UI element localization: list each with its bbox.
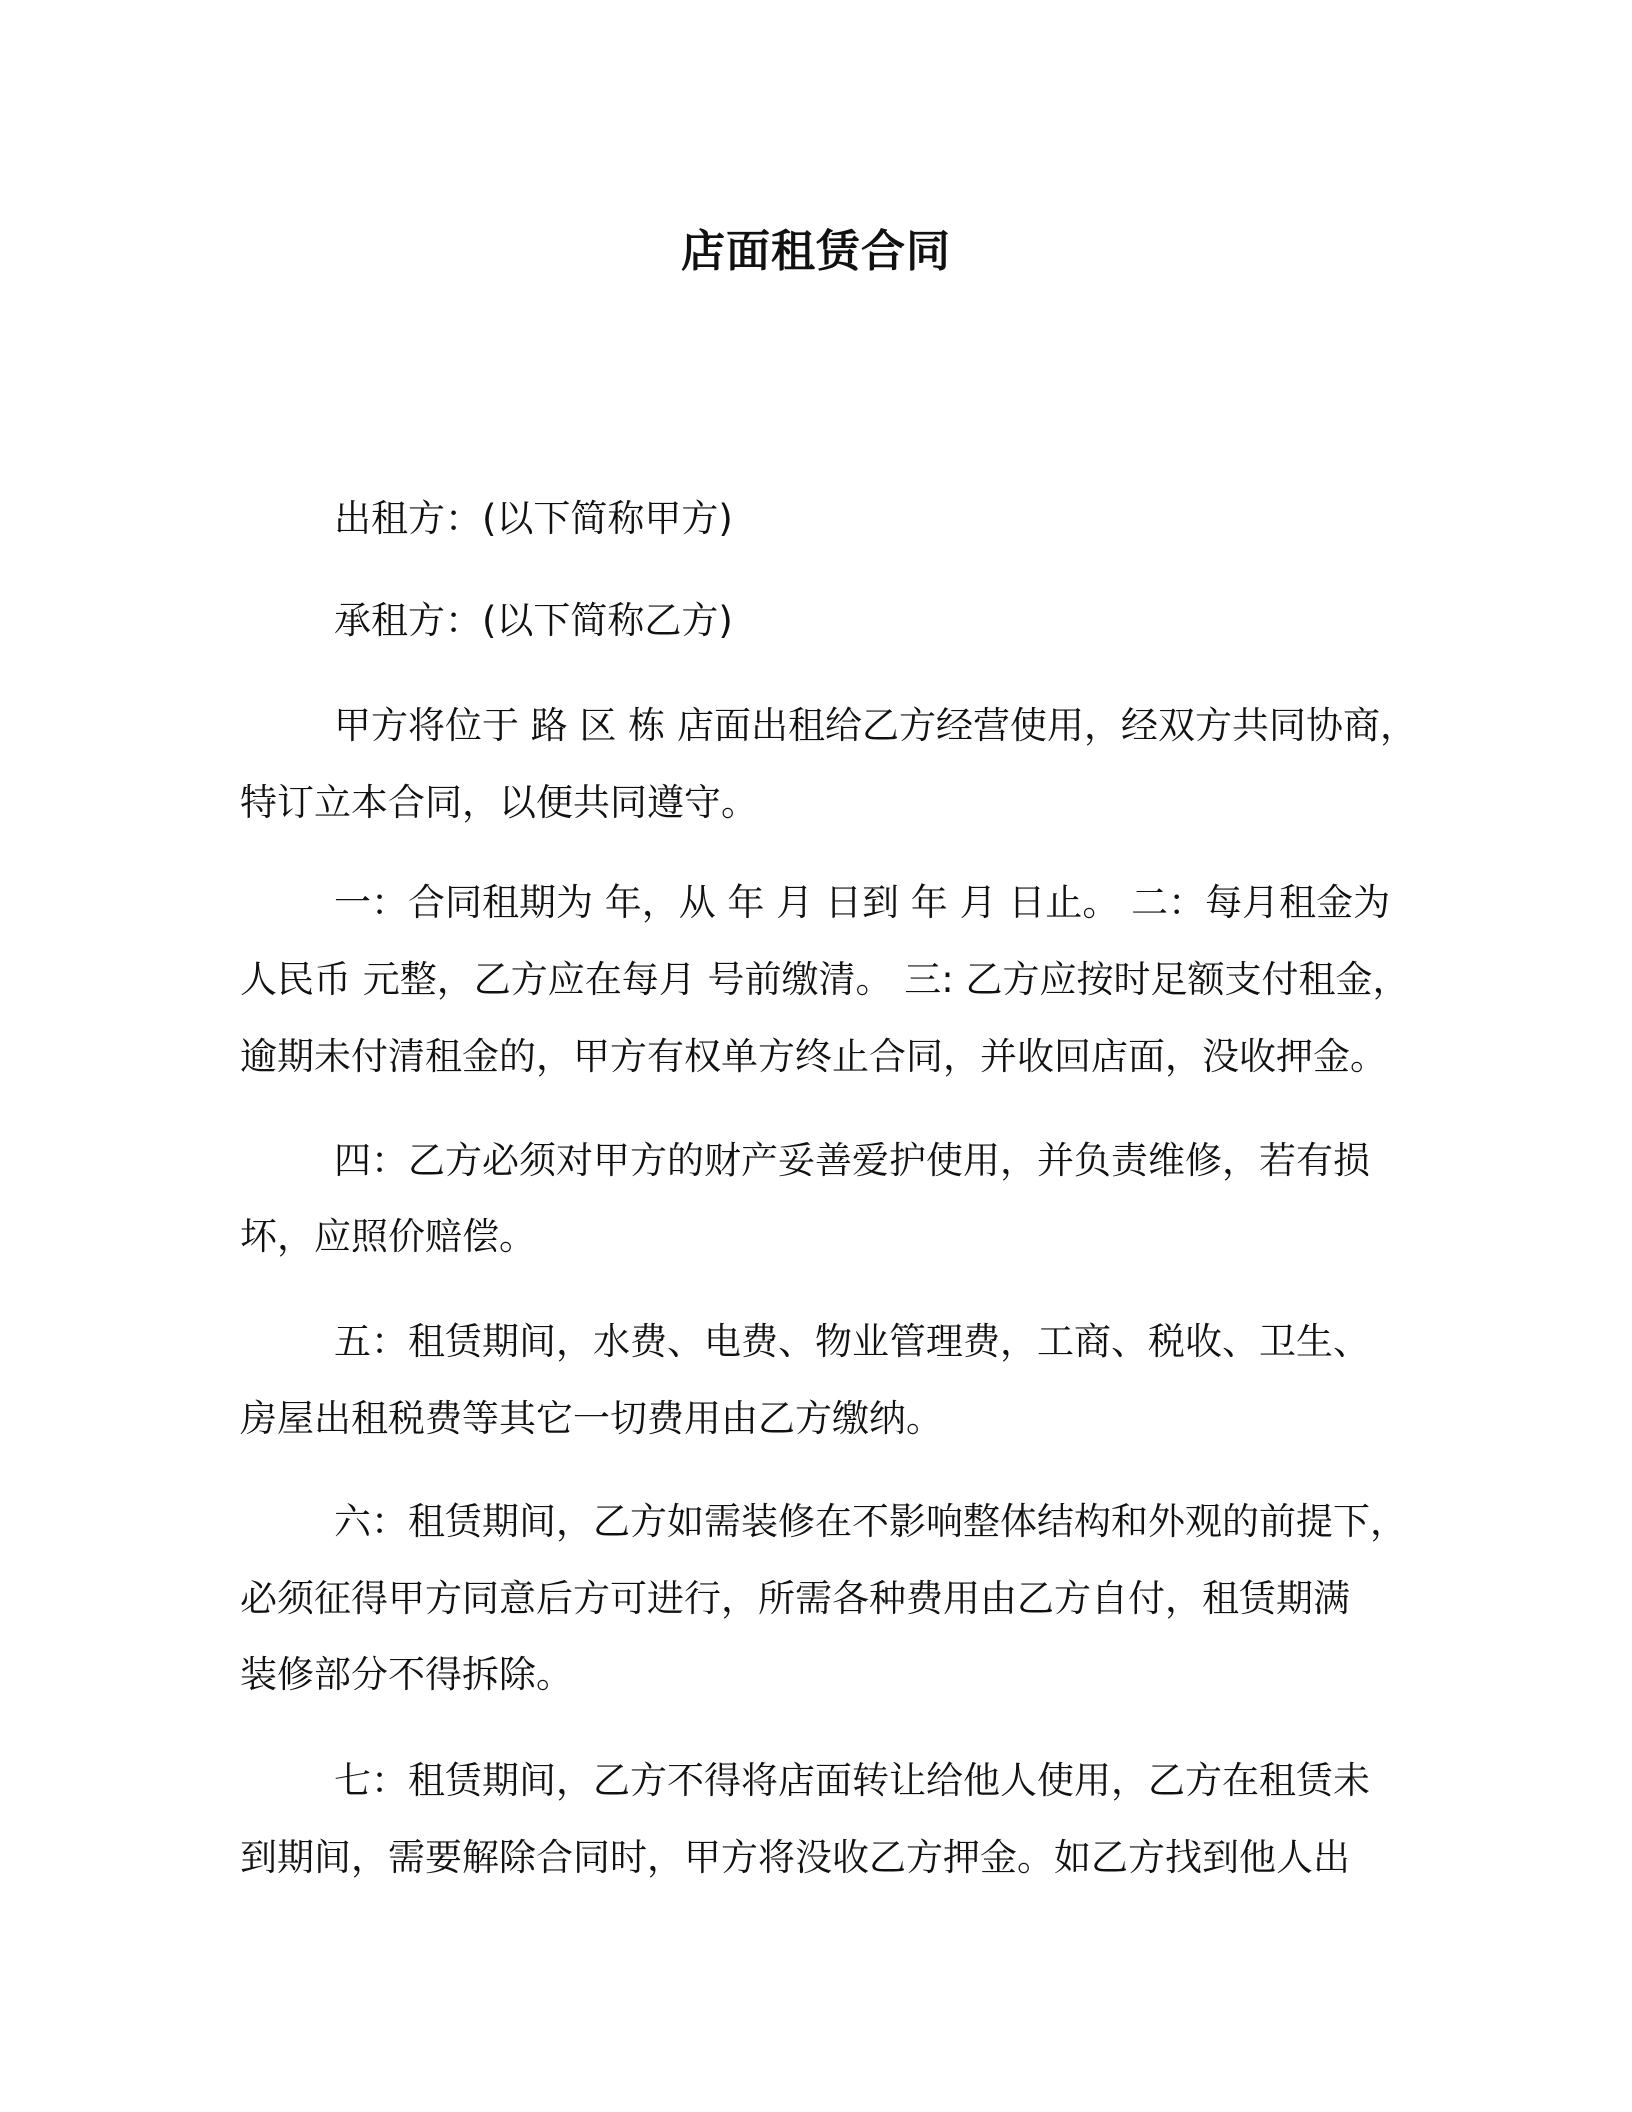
lessor-line: 出租方：(以下简称甲方) bbox=[334, 497, 733, 540]
clause-5-line-1: 五：租赁期间，水费、电费、物业管理费，工商、税收、卫生、 bbox=[334, 1320, 1370, 1363]
clause-6-line-3: 装修部分不得拆除。 bbox=[240, 1653, 573, 1696]
intro-line-1: 甲方将位于 路 区 栋 店面出租给乙方经营使用，经双方共同协商， bbox=[334, 704, 1418, 747]
intro-line-2: 特订立本合同，以便共同遵守。 bbox=[240, 781, 758, 824]
clause-6-line-1: 六：租赁期间，乙方如需装修在不影响整体结构和外观的前提下， bbox=[334, 1500, 1407, 1543]
clause-7-line-2: 到期间，需要解除合同时，甲方将没收乙方押金。如乙方找到他人出 bbox=[240, 1836, 1350, 1879]
clause-6-line-2: 必须征得甲方同意后方可进行，所需各种费用由乙方自付，租赁期满 bbox=[240, 1577, 1350, 1620]
document-title: 店面租赁合同 bbox=[681, 226, 951, 277]
clause-5-line-2: 房屋出租税费等其它一切费用由乙方缴纳。 bbox=[240, 1397, 943, 1440]
clause-4-line-1: 四：乙方必须对甲方的财产妥善爱护使用，并负责维修，若有损 bbox=[334, 1139, 1370, 1182]
clause-1-line-1: 一：合同租期为 年，从 年 月 日到 年 月 日止。 二：每月租金为 bbox=[334, 881, 1391, 924]
lessee-line: 承租方：(以下简称乙方) bbox=[334, 599, 733, 642]
clause-1-line-3: 逾期未付清租金的，甲方有权单方终止合同，并收回店面，没收押金。 bbox=[240, 1035, 1387, 1078]
clause-4-line-2: 坏，应照价赔偿。 bbox=[240, 1215, 536, 1258]
clause-7-line-1: 七：租赁期间，乙方不得将店面转让给他人使用，乙方在租赁未 bbox=[334, 1759, 1370, 1802]
clause-1-line-2: 人民币 元整，乙方应在每月 号前缴清。 三: 乙方应按时足额支付租金， bbox=[240, 958, 1410, 1001]
